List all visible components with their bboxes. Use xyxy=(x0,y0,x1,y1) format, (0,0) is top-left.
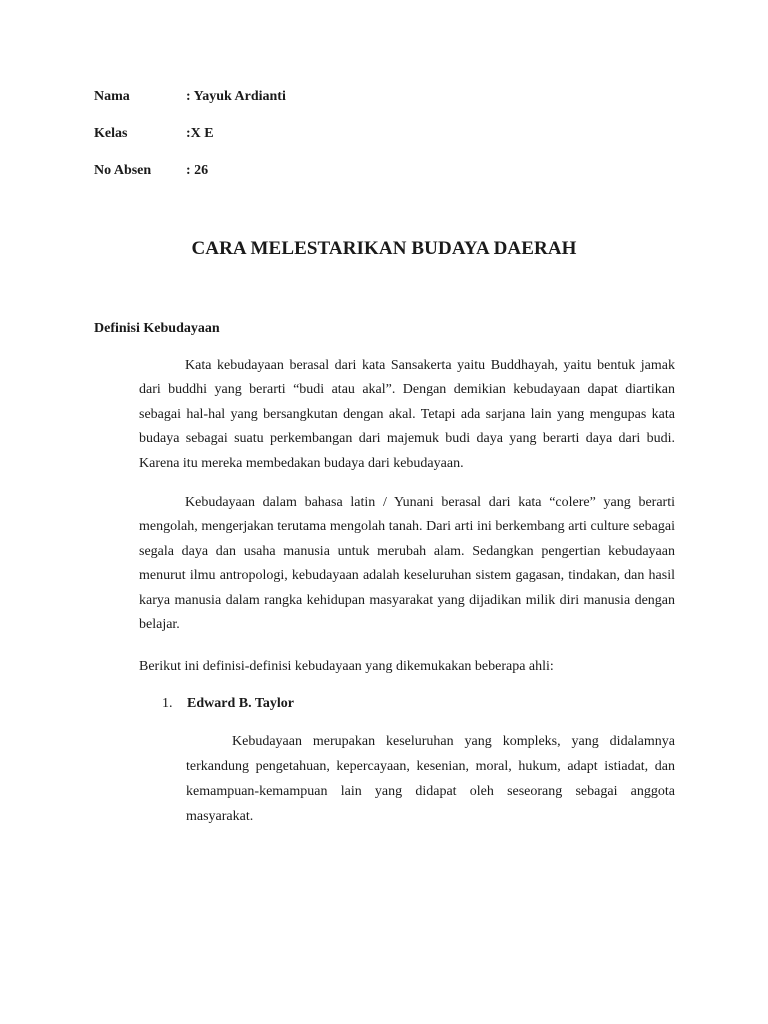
list-item-text: Kebudayaan merupakan keseluruhan yang kompleks, yang didalamnya terkandung pengetahuan, kepercayaan, kesenian, moral, hukum, adapt istiadat, dan kemampuan-kemampuan lain yang didapat oleh seseorang sebagai anggota masyarakat. xyxy=(186,734,675,824)
nama-value: : Yayuk Ardianti xyxy=(186,89,286,104)
kelas-value: :X E xyxy=(186,126,214,141)
absen-value: : 26 xyxy=(186,163,209,178)
info-row-kelas xyxy=(94,125,214,143)
info-row-absen xyxy=(94,162,208,180)
list-item-number: 1. xyxy=(162,696,173,711)
paragraph-1: Kata kebudayaan berasal dari kata Sansakerta yaitu Buddhayah, yaitu bentuk jamak dari buddhi yang berarti “budi atau akal”. Dengan demikian kebudayaan dapat diartikan sebagai hal-hal yang bersangkutan dengan akal. Tetapi ada sarjana lain yang mengupas kata budaya sebagai suatu perkembangan dari majemuk budi daya yang berarti daya dari budi. Karena itu mereka membedakan budaya dari kebudayaan. xyxy=(139,358,675,471)
info-row-nama xyxy=(94,88,286,106)
list-item xyxy=(162,695,294,713)
nama-label: Nama xyxy=(94,89,130,104)
absen-label: No Absen xyxy=(94,163,152,178)
paragraph-2: Kebudayaan dalam bahasa latin / Yunani berasal dari kata “colere” yang berarti mengolah, mengerjakan terutama mengolah tanah. Dari arti ini berkembang arti culture sebagai segala daya dan usaha manusia untuk merubah alam. Sedangkan pengertian kebudayaan menurut ilmu antropologi, kebudayaan adalah keseluruhan sistem gagasan, tindakan, dan hasil karya manusia dalam rangka kehidupan masyarakat yang dijadikan milik diri manusia dengan belajar. xyxy=(139,495,675,633)
kelas-label: Kelas xyxy=(94,126,128,141)
list-item-title: Edward B. Taylor xyxy=(187,696,294,711)
paragraph-3: Berikut ini definisi-definisi kebudayaan yang dikemukakan beberapa ahli: xyxy=(139,659,554,674)
section-heading: Definisi Kebudayaan xyxy=(94,321,220,336)
document-title: CARA MELESTARIKAN BUDAYA DAERAH xyxy=(191,238,577,259)
